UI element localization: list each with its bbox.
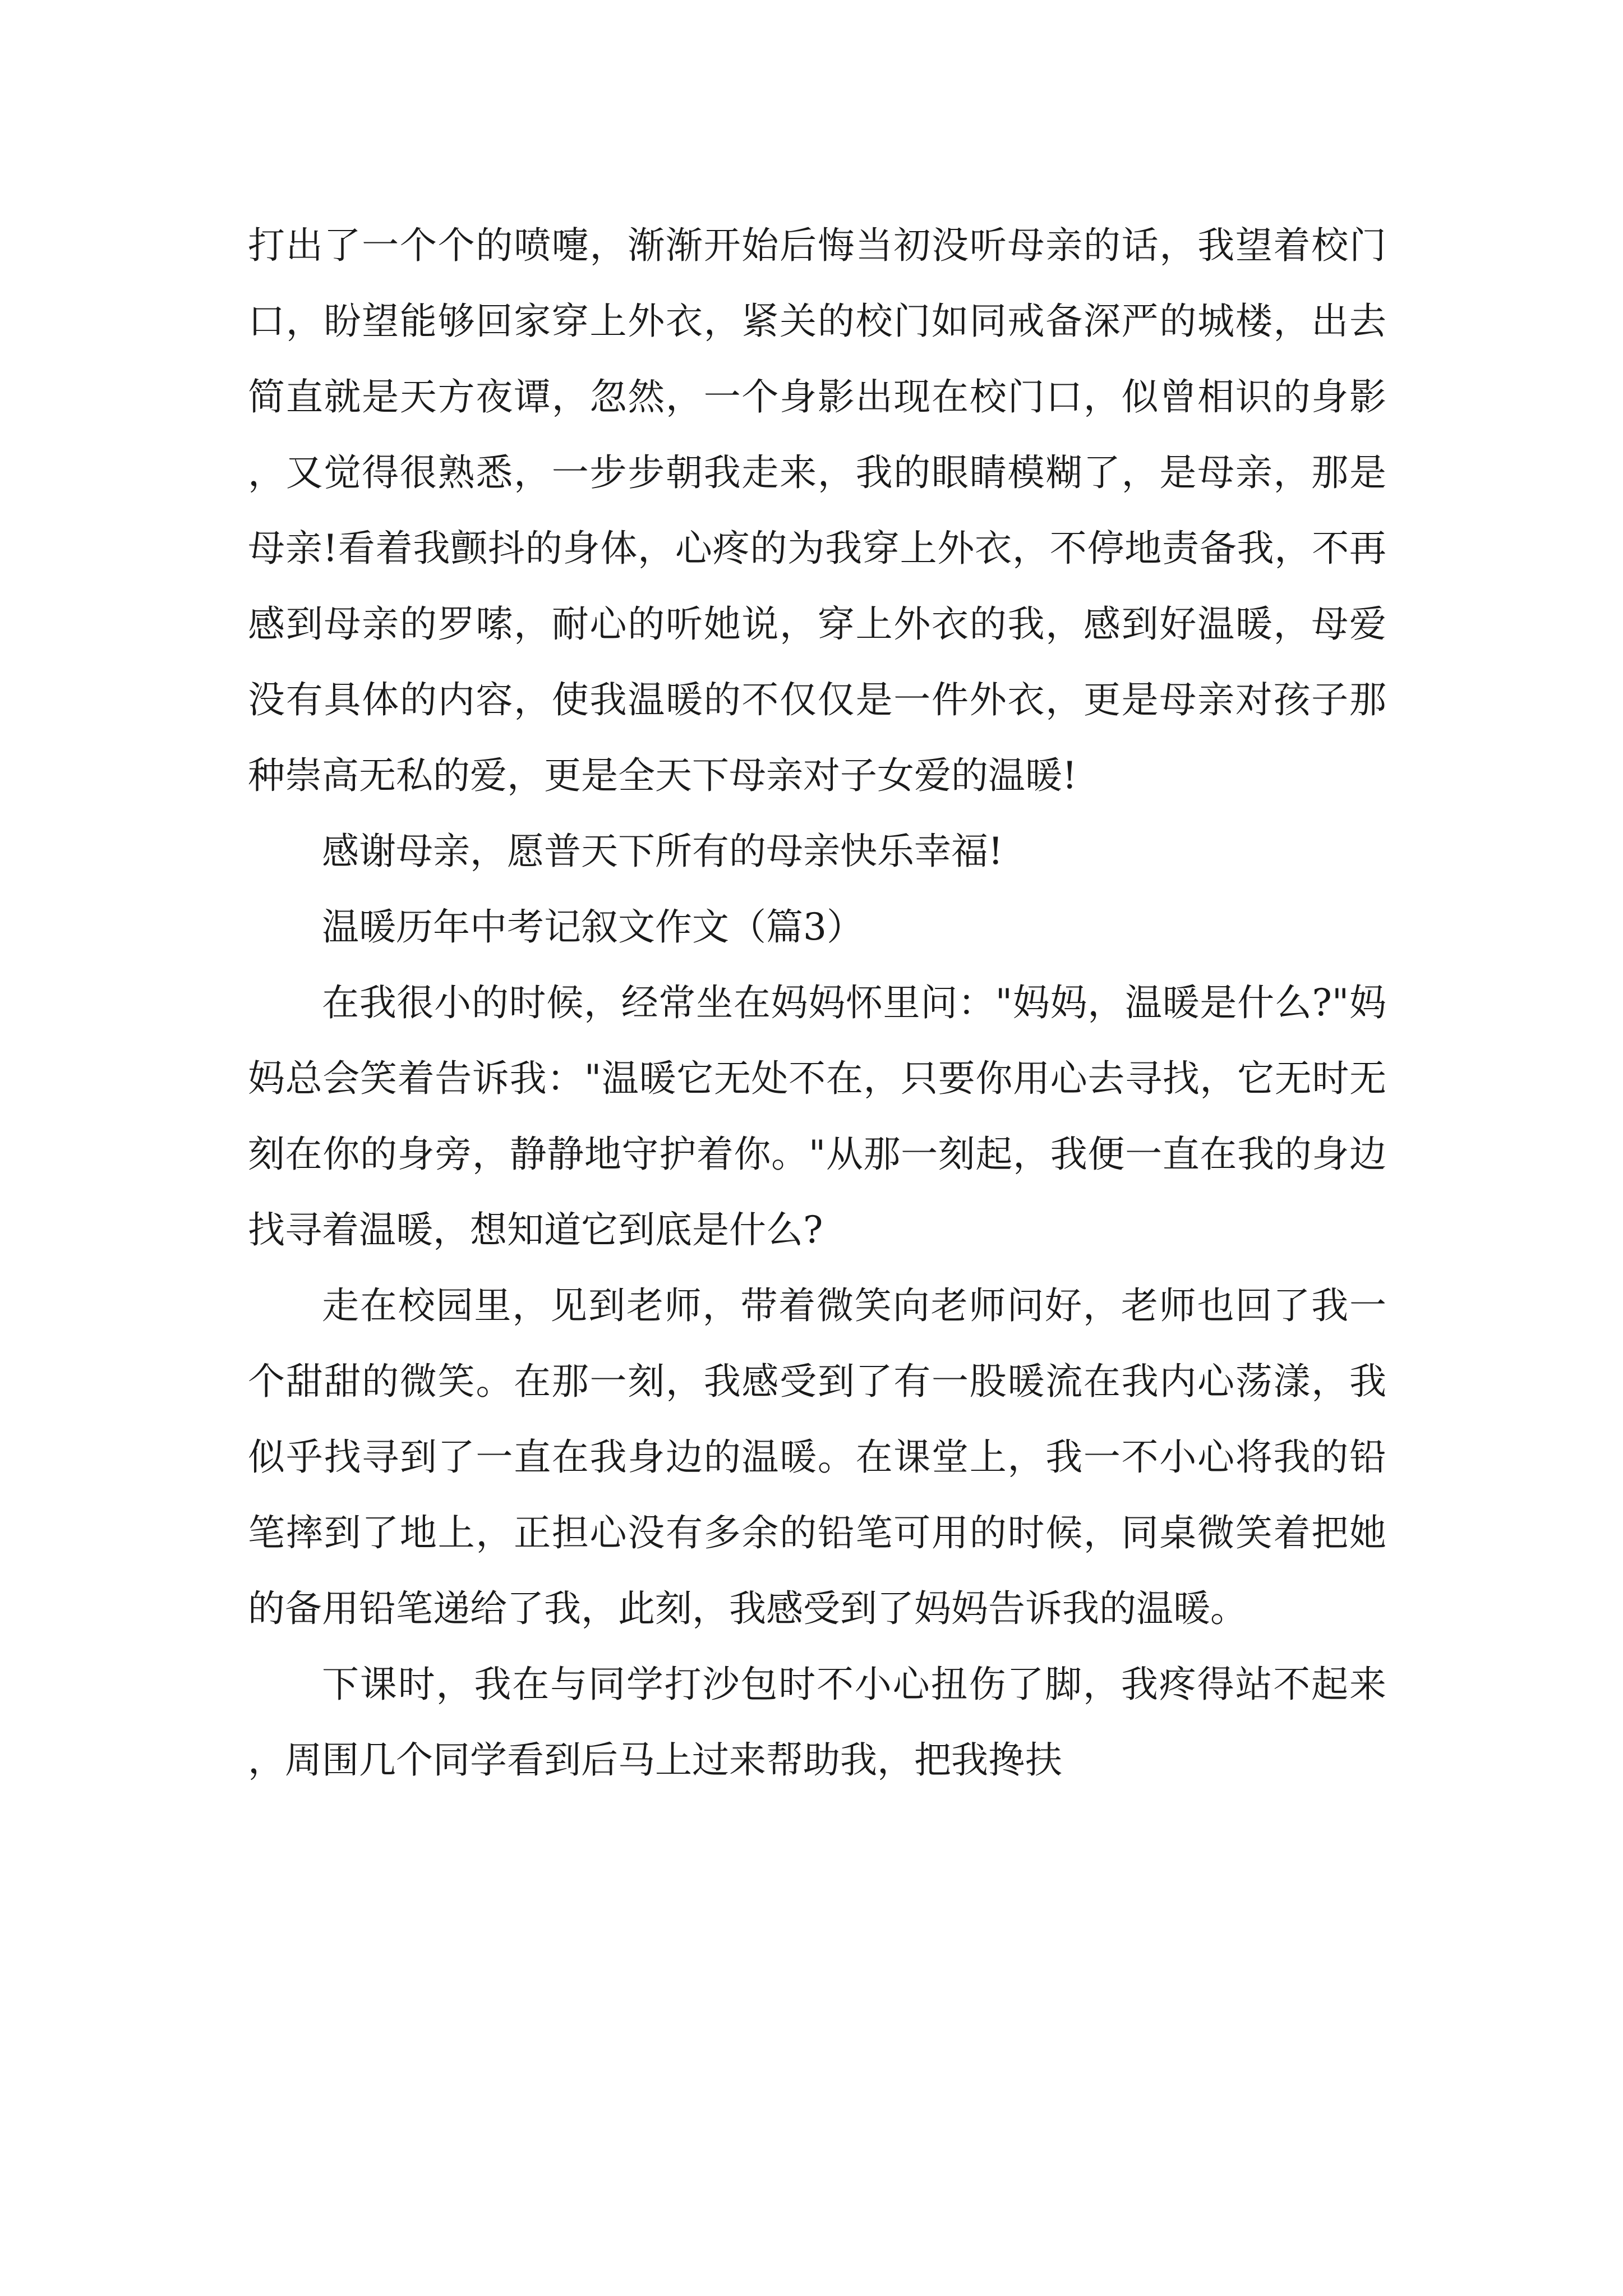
section-paragraph-3: 下课时，我在与同学打沙包时不小心扭伤了脚，我疼得站不起来，周围几个同学看到后马上过来帮助我，把我搀扶 xyxy=(248,1663,1386,1782)
document-body xyxy=(248,208,1386,1798)
section-paragraph-2: 走在校园里，见到老师，带着微笑向老师问好，老师也回了我一个甜甜的微笑。在那一刻，我感受到了有一股暖流在我内心荡漾，我似乎找寻到了一直在我身边的温暖。在课堂上，我一不小心将我的铅笔摔到了地上，正担心没有多余的铅笔可用的时候，同桌微笑着把她的备用铅笔递给了我，此刻，我感受到了妈妈告诉我的温暖。 xyxy=(248,1284,1386,1630)
section-paragraph-1: 在我很小的时候，经常坐在妈妈怀里问："妈妈，温暖是什么?"妈妈总会笑着告诉我："温暖它无处不在，只要你用心去寻找，它无时无刻在你的身旁，静静地守护着你。"从那一刻起，我便一直在我的身边找寻着温暖，想知道它到底是什么? xyxy=(248,981,1386,1251)
section-title: 温暖历年中考记叙文作文（篇3） xyxy=(322,905,864,949)
paragraph-thanks: 感谢母亲，愿普天下所有的母亲快乐幸福! xyxy=(322,830,1003,873)
paragraph-continued: 打出了一个个的喷嚏，渐渐开始后悔当初没听母亲的话，我望着校门口，盼望能够回家穿上外衣，紧关的校门如同戒备深严的城楼，出去简直就是天方夜谭，忽然，一个身影出现在校门口，似曾相识的身影，又觉得很熟悉，一步步朝我走来，我的眼睛模糊了，是母亲，那是母亲!看着我颤抖的身体，心疼的为我穿上外衣，不停地责备我，不再感到母亲的罗嗦，耐心的听她说，穿上外衣的我，感到好温暖，母爱没有具体的内容，使我温暖的不仅仅是一件外衣，更是母亲对孩子那种崇高无私的爱，更是全天下母亲对子女爱的温暖! xyxy=(248,224,1386,797)
